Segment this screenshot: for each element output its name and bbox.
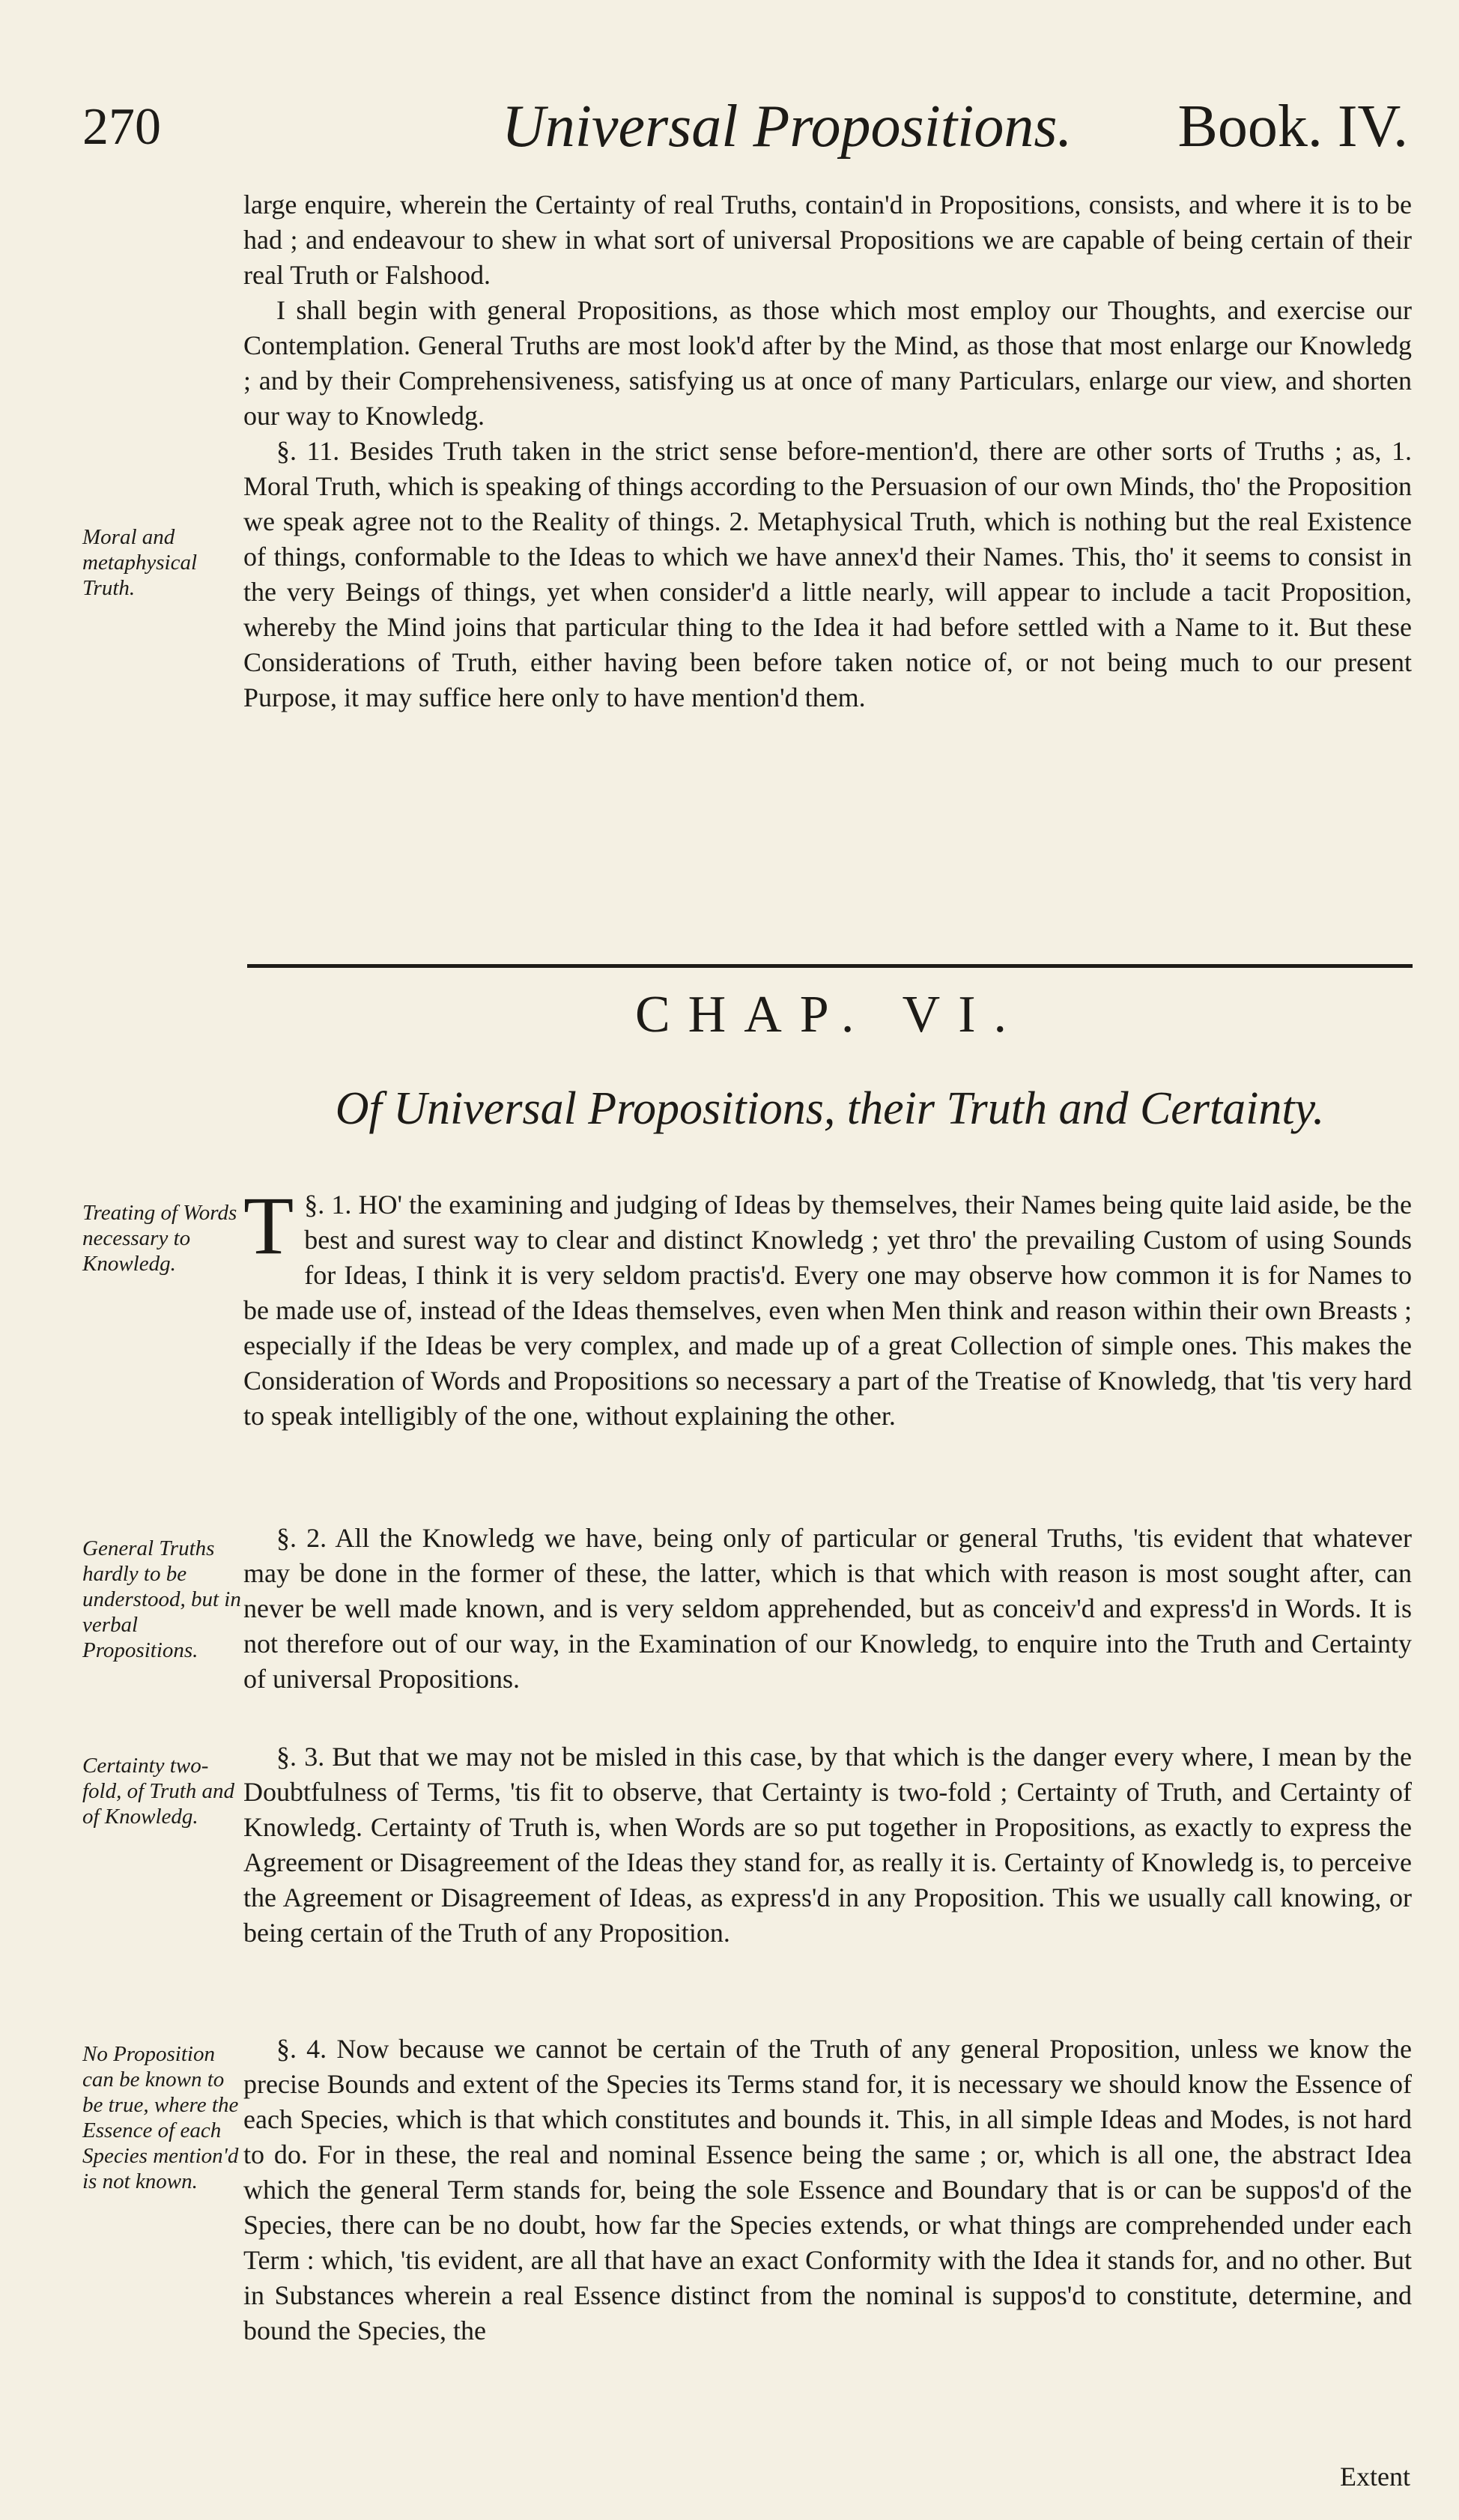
section-4-text: §. 4. Now because we cannot be certain of the Truth of any general Proposition, unless we know the precise Bounds and extent of the Species its Terms stand for, it is necessary we should know the Essence of each Species, which is that which constitutes and bounds it. This, in all simple Ideas and Modes, is not hard to do. For in these, the real and nominal Essence being the same ; or, which is all one, the abstract Idea which the general Term stands for, being the sole Essence and Boundary that is or can be suppos'd of the Species, there can be no doubt, how far the Species extends, or what things are comprehended under each Term : which, 'tis evident, are all that have an exact Conformity with the Idea it stands for, and no other. But in Substances wherein a real Essence distinct from the nominal is suppos'd to constitute, determine, and bound the Species, the (243, 2034, 1412, 2345)
margin-note-section-2: General Truths hardly to be understood, but in verbal Propositions. (82, 1536, 241, 1662)
section-3-text: §. 3. But that we may not be misled in this case, by that which is the danger every where, I mean by the Doubtfulness of Terms, 'tis fit to observe, that Certainty is two-fold ; Certainty of Truth, and Certainty of Knowledg. Certainty of Truth is, when Words are so put together in Propositions, as exactly to express the Agreement or Disagreement of the Ideas they stand for, as really it is. Certainty of Knowledg is, to perceive the Agreement or Disagreement of Ideas, as express'd in any Proposition. This we usually call knowing, or being certain of the Truth of any Proposition. (243, 1742, 1412, 1948)
catchword: Extent (1340, 2462, 1410, 2492)
drop-cap: T (243, 1180, 294, 1271)
margin-note-section-1: Treating of Words necessary to Knowledg. (82, 1201, 237, 1276)
margin-note-section-4: No Proposition can be known to be true, where the Essence of each Species mention'd is not known. (82, 2042, 239, 2193)
section-4 (243, 2032, 1412, 2348)
margin-note-section-3: Certainty two-fold, of Truth and of Knowledg. (82, 1754, 235, 1829)
paragraph-section-11: §. 11. Besides Truth taken in the strict sense before-mention'd, there are other sorts of Truths ; as, 1. Moral Truth, which is speaking of things according to the Persuasion of our own Minds, tho' the Proposition we speak agree not to the Reality of things. 2. Metaphysical Truth, which is nothing but the real Existence of things, conformable to the Ideas to which we have annex'd their Names. This, tho' it seems to consist in the very Beings of things, yet when consider'd a little nearly, will appear to include a tacit Proposition, whereby the Mind joins that particular thing to the Idea it had before settled with a Name to it. But these Considerations of Truth, either having been before taken notice of, or not being much to our present Purpose, it may suffice here only to have mention'd them. (243, 436, 1412, 712)
paragraph-general-propositions: I shall begin with general Propositions, as those which most employ our Thoughts, and exercise our Contemplation. General Truths are most look'd after by the Mind, as those that most enlarge our Knowledg ; and by their Comprehensiveness, satisfying us at once of many Particulars, enlarge our view, and shorten our way to Knowledg. (243, 295, 1412, 431)
chapter-title: Of Universal Propositions, their Truth and Certainty. (335, 1083, 1325, 1134)
paragraph-continuation: large enquire, wherein the Certainty of real Truths, contain'd in Propositions, consists, and where it is to be had ; and endeavour to shew in what sort of universal Propositions we are capable of being certain of their real Truth or Falshood. (243, 190, 1412, 290)
section-2-text: §. 2. All the Knowledg we have, being only of particular or general Truths, 'tis evident that whatever may be done in the former of these, the latter, which is that which with reason is most sought after, can never be well made known, and is very seldom apprehended, but as conceiv'd and express'd in Words. It is not therefore out of our way, in the Examination of our Knowledg, to enquire into the Truth and Certainty of universal Propositions. (243, 1523, 1412, 1694)
section-1 (243, 1180, 1412, 1434)
chapter-heading: CHAP. VI. (634, 986, 1025, 1044)
running-title: Universal Propositions. (502, 94, 1073, 160)
book-label: Book. IV. (1177, 94, 1408, 160)
page-number: 270 (82, 98, 161, 156)
section-2 (243, 1521, 1412, 1697)
chapter-rule (247, 964, 1413, 968)
section-1-text: §. 1. HO' the examining and judging of Ideas by themselves, their Names being quite laid aside, be the best and surest way to clear and distinct Knowledg ; yet thro' the prevailing Custom of using Sounds for Ideas, I think it is very seldom practis'd. Every one may observe how common it is for Names to be made use of, instead of the Ideas themselves, even when Men think and reason within their own Breasts ; especially if the Ideas be very complex, and made up of a great Collection of simple ones. This makes the Consideration of Words and Propositions so necessary a part of the Treatise of Knowledg, that 'tis very hard to speak intelligibly of the one, without explaining the other. (243, 1190, 1412, 1431)
page-header (82, 94, 1408, 172)
margin-note-moral-truth: Moral and metaphysical Truth. (82, 525, 198, 600)
section-3 (243, 1739, 1412, 1951)
top-section (243, 187, 1412, 715)
